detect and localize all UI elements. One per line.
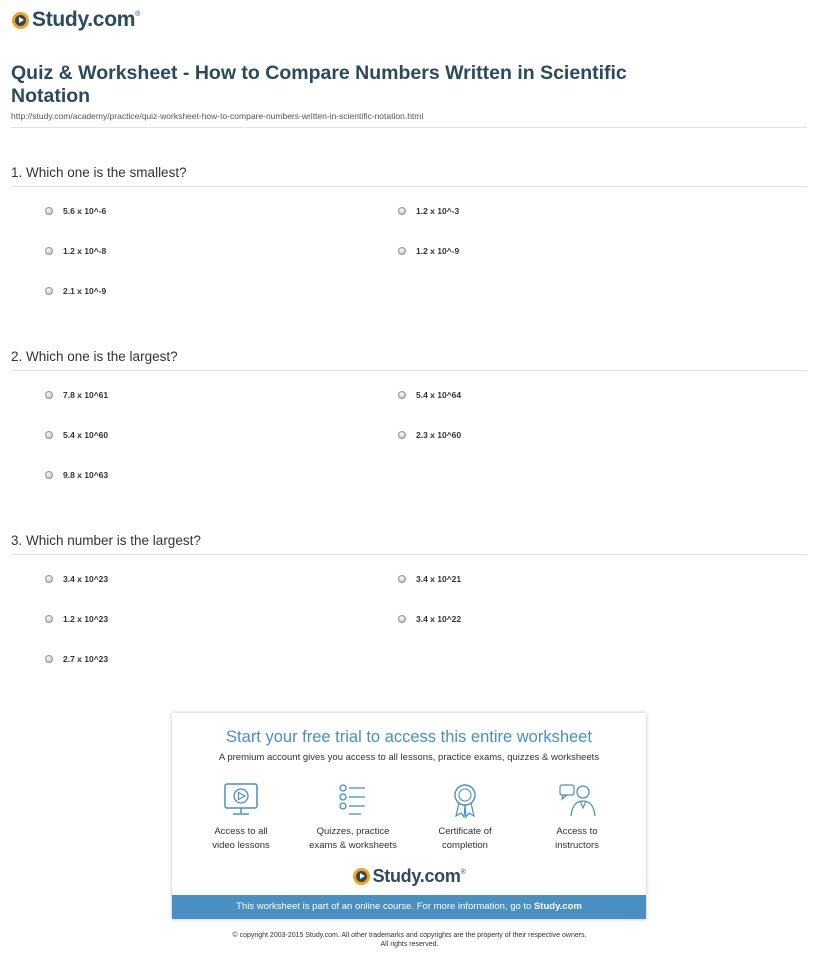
radio-button[interactable] xyxy=(45,471,53,479)
play-icon xyxy=(353,868,370,885)
feature-certificate: Certificate of completion xyxy=(410,781,520,853)
answer-option[interactable]: 5.6 x 10^-6 xyxy=(45,206,106,216)
radio-button[interactable] xyxy=(45,431,53,439)
study-logo[interactable] xyxy=(12,8,140,32)
question-text: 2. Which one is the largest? xyxy=(11,349,807,371)
logo-text: Study.com® xyxy=(372,866,466,886)
radio-button[interactable] xyxy=(45,287,53,295)
page-title: Quiz & Worksheet - How to Compare Numbers Written in Scientific Notation xyxy=(11,62,627,107)
question-3 xyxy=(11,533,807,664)
promo-study-logo[interactable] xyxy=(172,866,646,887)
radio-button[interactable] xyxy=(398,391,406,399)
answer-option[interactable]: 9.8 x 10^63 xyxy=(45,470,108,480)
answer-option[interactable]: 1.2 x 10^-3 xyxy=(398,206,459,216)
divider xyxy=(11,127,807,128)
promo-footer-bar[interactable]: This worksheet is part of an online course. For more information, go to Study.com xyxy=(172,895,646,919)
answer-option[interactable]: 5.4 x 10^64 xyxy=(398,390,461,400)
answer-option[interactable]: 1.2 x 10^-9 xyxy=(398,246,459,256)
answer-option[interactable]: 5.4 x 10^60 xyxy=(45,430,108,440)
answer-option[interactable]: 1.2 x 10^-8 xyxy=(45,246,106,256)
radio-button[interactable] xyxy=(45,655,53,663)
answer-option[interactable]: 3.4 x 10^23 xyxy=(45,574,108,584)
question-2 xyxy=(11,349,807,480)
radio-button[interactable] xyxy=(45,615,53,623)
question-text: 3. Which number is the largest? xyxy=(11,533,807,555)
question-1 xyxy=(11,165,807,296)
feature-video-lessons: Access to all video lessons xyxy=(186,781,296,853)
radio-button[interactable] xyxy=(398,431,406,439)
study-link[interactable]: Study.com xyxy=(533,901,582,912)
feature-instructors: Access to instructors xyxy=(522,781,632,853)
answer-option[interactable]: 2.3 x 10^60 xyxy=(398,430,461,440)
answer-option[interactable]: 1.2 x 10^23 xyxy=(45,614,108,624)
radio-button[interactable] xyxy=(45,575,53,583)
copyright: © copyright 2003-2015 Study.com. All other trademarks and copyrights are the property of their respective owners. All rights reserved. xyxy=(232,932,587,948)
instructor-icon xyxy=(557,781,597,819)
question-text: 1. Which one is the smallest? xyxy=(11,165,807,187)
radio-button[interactable] xyxy=(45,247,53,255)
video-lesson-icon xyxy=(221,781,261,819)
answer-option[interactable]: 3.4 x 10^21 xyxy=(398,574,461,584)
radio-button[interactable] xyxy=(398,615,406,623)
quiz-list-icon xyxy=(333,781,373,819)
certificate-icon xyxy=(445,781,485,819)
feature-quizzes: Quizzes, practice exams & worksheets xyxy=(298,781,408,853)
free-trial-promo[interactable] xyxy=(172,713,646,919)
answer-option[interactable]: 2.1 x 10^-9 xyxy=(45,286,106,296)
play-icon xyxy=(12,12,29,29)
page-url: http://study.com/academy/practice/quiz-worksheet-how-to-compare-numbers-written-in-scientific-notation.html xyxy=(11,111,424,121)
radio-button[interactable] xyxy=(398,207,406,215)
answer-option[interactable]: 3.4 x 10^22 xyxy=(398,614,461,624)
radio-button[interactable] xyxy=(398,247,406,255)
promo-subtitle: A premium account gives you access to all lessons, practice exams, quizzes & worksheets xyxy=(218,752,600,763)
radio-button[interactable] xyxy=(45,207,53,215)
radio-button[interactable] xyxy=(45,391,53,399)
radio-button[interactable] xyxy=(398,575,406,583)
answer-option[interactable]: 2.7 x 10^23 xyxy=(45,654,108,664)
logo-text: Study.com® xyxy=(32,8,140,31)
promo-title: Start your free trial to access this entire worksheet xyxy=(226,728,592,746)
answer-option[interactable]: 7.8 x 10^61 xyxy=(45,390,108,400)
